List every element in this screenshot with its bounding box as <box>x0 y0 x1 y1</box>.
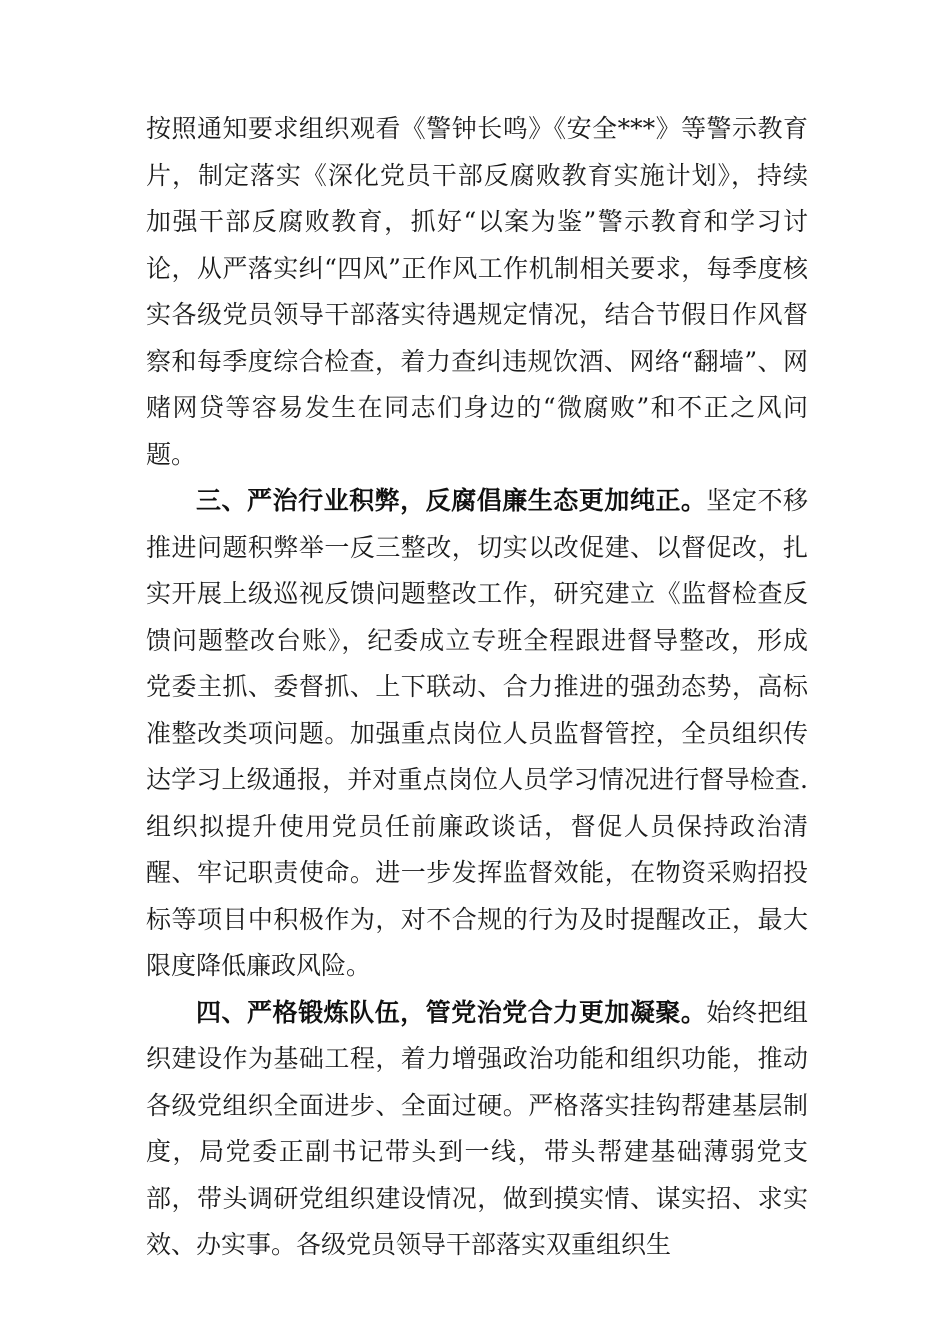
document-body <box>146 106 808 1269</box>
paragraph-section-four <box>146 990 808 1269</box>
paragraph-section-three <box>146 478 808 990</box>
paragraph-body: 坚定不移推进问题积弊举一反三整改，切实以改促建、以督促改，扎实开展上级巡视反馈问题整改工作，研究建立《监督检查反馈问题整改台账》，纪委成立专班全程跟进督导整改，形成党委主抓、委督抓、上下联动、合力推进的强劲态势，高标准整改类项问题。加强重点岗位人员监督管控，全员组织传达学习上级通报，并对重点岗位人员学习情况进行督导检查.组织拟提升使用党员任前廉政谈话，督促人员保持政治清醒、牢记职责使命。进一步发挥监督效能，在物资采购招投标等项目中积极作为，对不合规的行为及时提醒改正，最大限度降低廉政风险。 <box>146 486 808 980</box>
paragraph-continuation <box>146 106 808 478</box>
paragraph-body: 始终把组织建设作为基础工程，着力增强政治功能和组织功能，推动各级党组织全面进步、全面过硬。严格落实挂钩帮建基层制度，局党委正副书记带头到一线，带头帮建基础薄弱党支部，带头调研党组织建设情况，做到摸实情、谋实招、求实效、办实事。各级党员领导干部落实双重组织生 <box>146 997 808 1259</box>
paragraph-body: 按照通知要求组织观看《警钟长鸣》《安全***》等警示教育片，制定落实《深化党员干部反腐败教育实施计划》，持续加强干部反腐败教育，抓好“以案为鉴”警示教育和学习讨论，从严落实纠“四风”正作风工作机制相关要求，每季度核实各级党员领导干部落实待遇规定情况，结合节假日作风督察和每季度综合检查，着力查纠违规饮酒、网络“翻墙”、网赌网贷等容易发生在同志们身边的“微腐败”和不正之风问题。 <box>146 114 808 469</box>
section-heading: 四、严格锻炼队伍，管党治党合力更加凝聚。 <box>196 997 707 1027</box>
section-heading: 三、严治行业积弊，反腐倡廉生态更加纯正。 <box>196 486 707 515</box>
